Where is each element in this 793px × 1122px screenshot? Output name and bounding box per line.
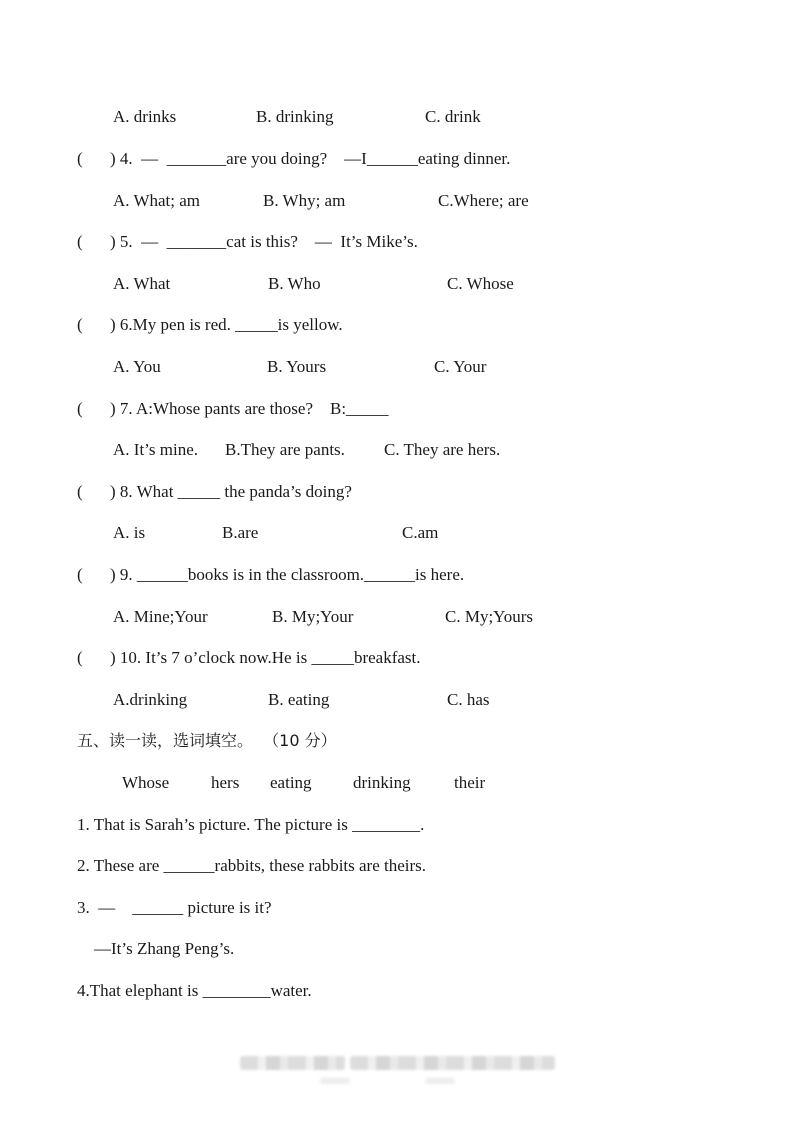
word-bank-eating: eating: [270, 773, 312, 792]
blurred-footer-left: [240, 1056, 345, 1070]
fill-item-4: 4.That elephant is ________water.: [77, 981, 312, 1000]
q7-option-a: A. It’s mine.: [113, 440, 198, 459]
q4-answer-paren: (: [77, 149, 83, 168]
q10-option-a: A.drinking: [113, 690, 188, 709]
word-bank-their: their: [454, 773, 486, 792]
q10-option-b: B. eating: [268, 690, 330, 709]
q9-answer-paren: (: [77, 565, 83, 584]
q7-option-b: B.They are pants.: [225, 440, 345, 459]
fill-item-2: 2. These are ______rabbits, these rabbits are theirs.: [77, 856, 427, 875]
q3-option-c: C. drink: [425, 107, 481, 126]
q4-option-a: A. What; am: [113, 191, 201, 210]
q9-option-a: A. Mine;Your: [113, 607, 208, 626]
fill-item-3-answer: —It’s Zhang Peng’s.: [94, 939, 235, 958]
q8-answer-paren: (: [77, 482, 83, 501]
q5-answer-paren: (: [77, 232, 83, 251]
q8-option-c: C.am: [402, 523, 439, 542]
section5-heading: 五、读一读，选词填空。 （10 分）: [77, 731, 337, 750]
q4-option-b: B. Why; am: [263, 191, 346, 210]
q10-question: ) 10. It’s 7 o’clock now.He is _____breakfast.: [110, 648, 421, 667]
blurred-footer-mark-2: [425, 1078, 455, 1084]
blurred-footer-right: [350, 1056, 555, 1070]
q8-question: ) 8. What _____ the panda’s doing?: [110, 482, 352, 501]
q3-option-b: B. drinking: [256, 107, 334, 126]
q9-question: ) 9. ______books is in the classroom.______is here.: [110, 565, 465, 584]
word-bank-drinking: drinking: [353, 773, 411, 792]
q6-option-c: C. Your: [434, 357, 487, 376]
word-bank-hers: hers: [211, 773, 240, 792]
q6-option-a: A. You: [113, 357, 161, 376]
q10-answer-paren: (: [77, 648, 83, 667]
q5-option-a: A. What: [113, 274, 171, 293]
fill-item-3: 3. — ______ picture is it?: [77, 898, 272, 917]
q7-option-c: C. They are hers.: [384, 440, 501, 459]
q8-option-a: A. is: [113, 523, 146, 542]
q6-answer-paren: (: [77, 315, 83, 334]
q5-option-c: C. Whose: [447, 274, 514, 293]
q6-option-b: B. Yours: [267, 357, 327, 376]
blurred-footer-mark-1: [320, 1078, 350, 1084]
q5-question: ) 5. — _______cat is this? — It’s Mike’s.: [110, 232, 418, 251]
q6-question: ) 6.My pen is red. _____is yellow.: [110, 315, 343, 334]
fill-item-1: 1. That is Sarah’s picture. The picture is ________.: [77, 815, 425, 834]
q8-option-b: B.are: [222, 523, 259, 542]
q4-option-c: C.Where; are: [438, 191, 529, 210]
q3-option-a: A. drinks: [113, 107, 177, 126]
q5-option-b: B. Who: [268, 274, 321, 293]
q10-option-c: C. has: [447, 690, 490, 709]
q4-question: ) 4. — _______are you doing? —I______eating dinner.: [110, 149, 511, 168]
word-bank-whose: Whose: [122, 773, 170, 792]
q9-option-b: B. My;Your: [272, 607, 354, 626]
q9-option-c: C. My;Yours: [445, 607, 534, 626]
q7-question: ) 7. A:Whose pants are those? B:_____: [110, 399, 389, 418]
q7-answer-paren: (: [77, 399, 83, 418]
